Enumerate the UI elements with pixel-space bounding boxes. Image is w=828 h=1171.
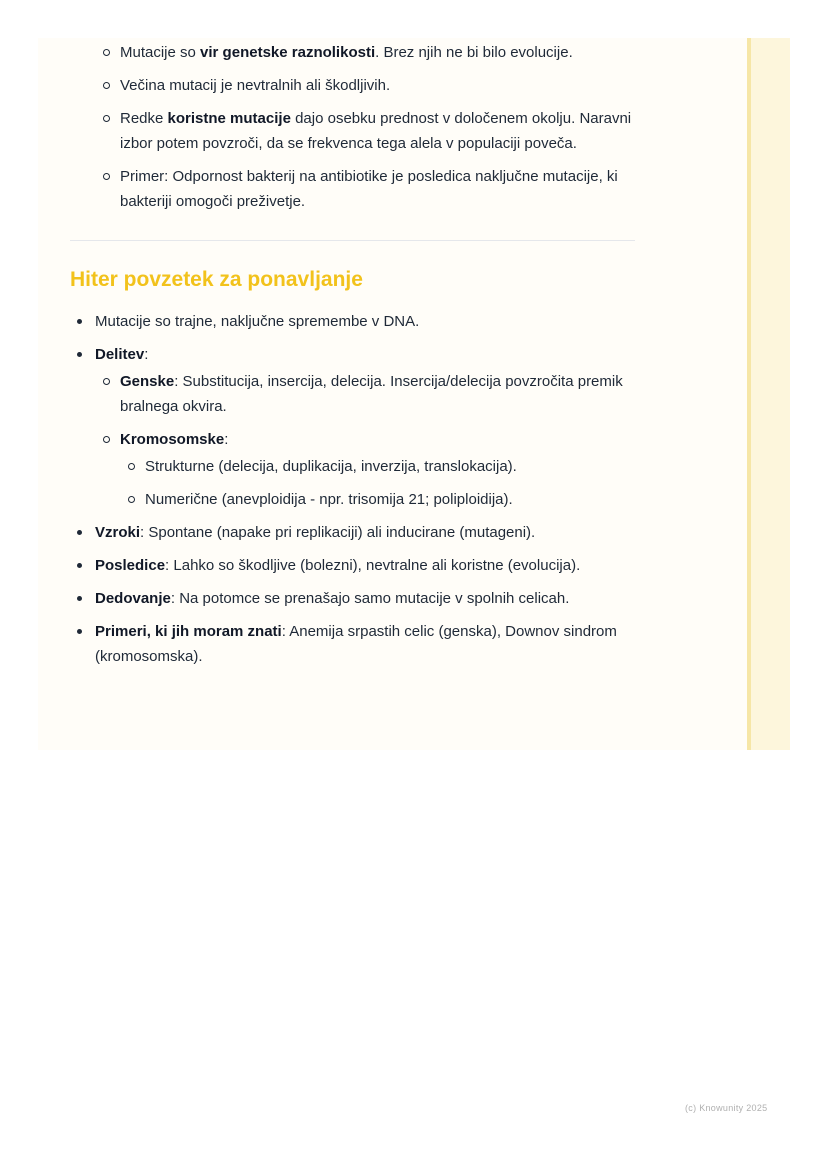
list-item: Strukturne (delecija, duplikacija, inverzija, translokacija). <box>145 454 640 479</box>
summary-list <box>70 309 640 669</box>
section-divider <box>70 240 635 241</box>
top-sub-list <box>120 38 640 214</box>
copyright-footer: (c) Knowunity 2025 <box>685 1103 768 1113</box>
delitev-sub-list <box>120 367 640 512</box>
list-item: Kromosomske: Strukturne (delecija, duplikacija, inverzija, translokacija). Numerične (anevploidija - npr. trisomija 21; poliploidija). <box>120 427 640 512</box>
kromosomske-sub-list <box>145 454 640 512</box>
list-item: Delitev: Genske: Substitucija, insercija, delecija. Insercija/delecija povzročita premik bralnega okvira. Kromosomske: Strukturne (delecija, duplikacija, inverzija, translokacija). Numerične (anevploidija - npr. trisomija 21; poliploidija). <box>70 342 640 512</box>
list-item: Večina mutacij je nevtralnih ali škodljivih. <box>120 73 640 98</box>
list-item: Dedovanje: Na potomce se prenašajo samo mutacije v spolnih celicah. <box>70 586 640 611</box>
list-item: Mutacije so vir genetske raznolikosti. Brez njih ne bi bilo evolucije. <box>120 40 640 65</box>
list-item: Posledice: Lahko so škodljive (bolezni), nevtralne ali koristne (evolucija). <box>70 553 640 578</box>
list-item: Numerične (anevploidija - npr. trisomija 21; poliploidija). <box>145 487 640 512</box>
list-item: Primeri, ki jih moram znati: Anemija srpastih celic (genska), Downov sindrom (kromosomska). <box>70 619 640 669</box>
list-item: Genske: Substitucija, insercija, delecija. Insercija/delecija povzročita premik bralnega okvira. <box>120 369 640 419</box>
list-item: Redke koristne mutacije dajo osebku prednost v določenem okolju. Naravni izbor potem povzroči, da se frekvenca tega alela v populaciji poveča. <box>120 106 640 156</box>
list-item: Mutacije so trajne, naključne spremembe v DNA. <box>70 309 640 334</box>
list-item: Primer: Odpornost bakterij na antibiotike je posledica naključne mutacije, ki bakteriji omogoči preživetje. <box>120 164 640 214</box>
list-item: Vzroki: Spontane (napake pri replikaciji) ali inducirane (mutageni). <box>70 520 640 545</box>
content <box>70 38 640 677</box>
summary-heading: Hiter povzetek za ponavljanje <box>70 268 363 291</box>
side-margin-bar <box>747 38 790 750</box>
